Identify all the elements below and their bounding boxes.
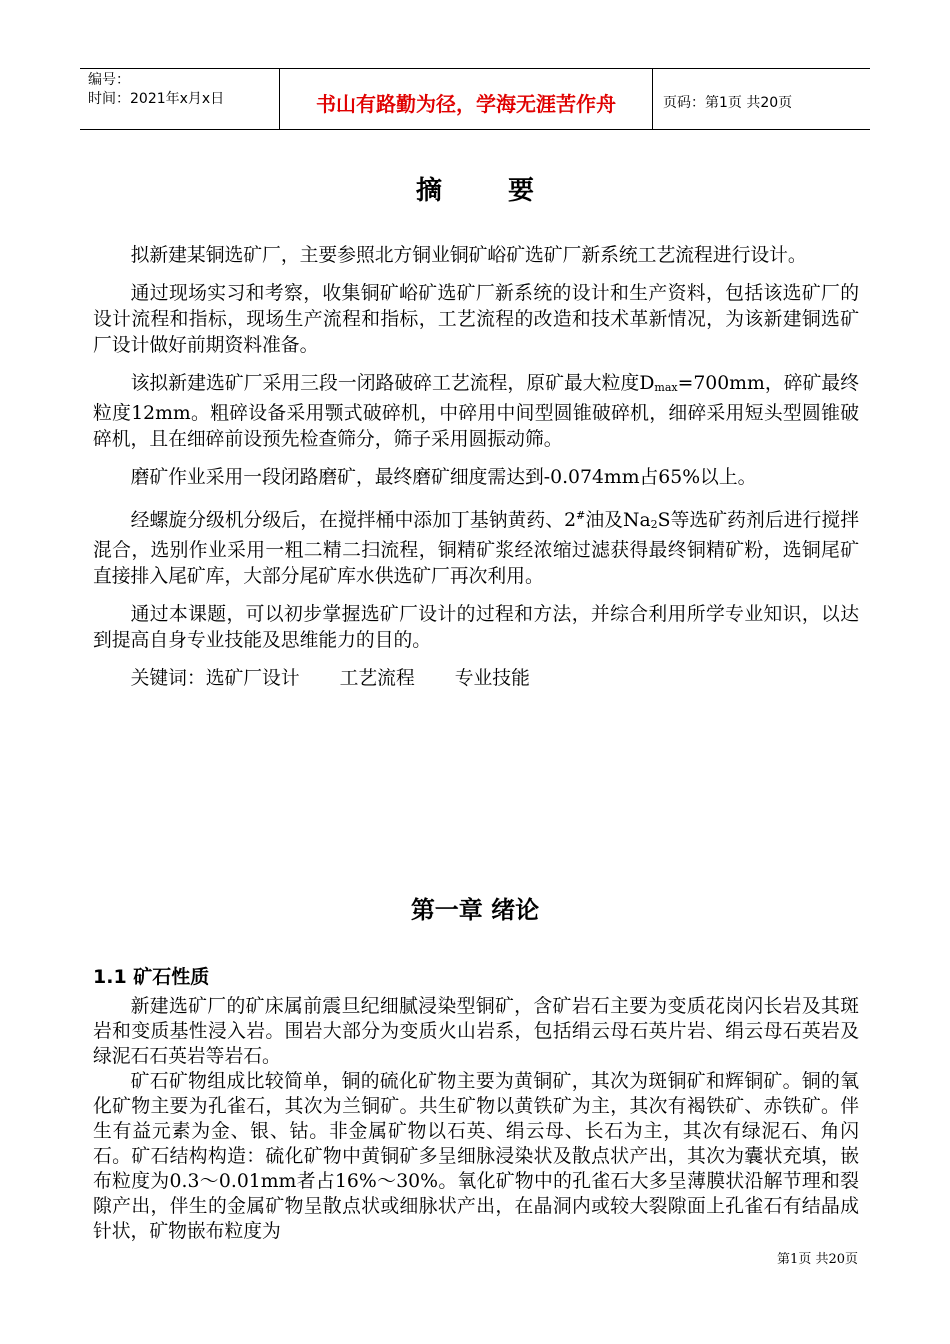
abstract-body (93, 243, 859, 692)
header-page-info: 页码：第1页 共20页 (663, 95, 793, 111)
abstract-paragraph: 通过现场实习和考察，收集铜矿峪矿选矿厂新系统的设计和生产资料，包括该选矿厂的设计流程和指标，现场生产流程和指标，工艺流程的改造和技术革新情况，为该新建铜选矿厂设计做好前期资料准备。 (93, 283, 859, 356)
abstract-paragraph: 该拟新建选矿厂采用三段一闭路破碎工艺流程，原矿最大粒度$D_{max}=700mm$，碎矿最终粒度12mm。粗碎设备采用颚式破碎机，中碎用中间型圆锥破碎机，细碎采用短头型圆锥破碎机，且在细碎前设预先检查筛分，筛子采用圆振动筛。 (93, 373, 860, 450)
abstract-paragraph: 通过本课题，可以初步掌握选矿厂设计的过程和方法，并综合利用所学专业知识，以达到提高自身专业技能及思维能力的目的。 (93, 604, 859, 651)
page-header (80, 68, 870, 130)
abstract-paragraph: 经螺旋分级机分级后，在搅拌桶中添加丁基钠黄药、2#油及$Na_2S$等选矿药剂后进行搅拌混合，选别作业采用一粗二精二扫流程，铜精矿浆经浓缩过滤获得最终铜精矿粉，选铜尾矿直接排入尾矿库，大部分尾矿库水供选矿厂再次利用。 (93, 509, 859, 587)
number-label: 编号： (88, 72, 130, 88)
page-footer: 第1页 共20页 (777, 1252, 858, 1267)
header-motto: 书山有路勤为径，学海无涯苦作舟 (280, 69, 653, 129)
abstract-paragraph: 拟新建某铜选矿厂，主要参照北方铜业铜矿峪矿选矿厂新系统工艺流程进行设计。 (130, 245, 807, 266)
section-body (93, 994, 859, 1244)
abstract-paragraph: 磨矿作业采用一段闭路磨矿，最终磨矿细度需达到-0.074mm占65%以上。 (130, 467, 757, 488)
chapter-title: 第一章 绪论 (410, 896, 540, 924)
time-label: 时间：2021年x月x日 (88, 91, 225, 107)
keywords: 关键词：选矿厂设计 工艺流程 专业技能 (130, 668, 530, 689)
abstract-title: 摘要 (415, 176, 600, 206)
body-paragraph: 新建选矿厂的矿床属前震旦纪细腻浸染型铜矿，含矿岩石主要为变质花岗闪长岩及其斑岩和变质基性浸入岩。围岩大部分为变质火山岩系，包括绢云母石英片岩、绢云母石英岩及绿泥石石英岩等岩石。 (93, 996, 859, 1067)
section-title: 1.1 矿石性质 (93, 966, 210, 988)
header-meta (80, 69, 280, 129)
body-paragraph: 矿石矿物组成比较简单，铜的硫化矿物主要为黄铜矿，其次为斑铜矿和辉铜矿。铜的氧化矿物主要为孔雀石，其次为兰铜矿。共生矿物以黄铁矿为主，其次有褐铁矿、赤铁矿。伴生有益元素为金、银、钴。非金属矿物以石英、绢云母、长石为主，其次有绿泥石、角闪石。矿石结构构造：硫化矿物中黄铜矿多呈细脉浸染状及散点状产出，其次为囊状充填，嵌布粒度为0.3～0.01mm者占16%～30%。氧化矿物中的孔雀石大多呈薄膜状沿解节理和裂隙产出，伴生的金属矿物呈散点状或细脉状产出，在晶洞内或较大裂隙面上孔雀石有结晶成针状，矿物嵌布粒度为 (93, 1071, 859, 1242)
